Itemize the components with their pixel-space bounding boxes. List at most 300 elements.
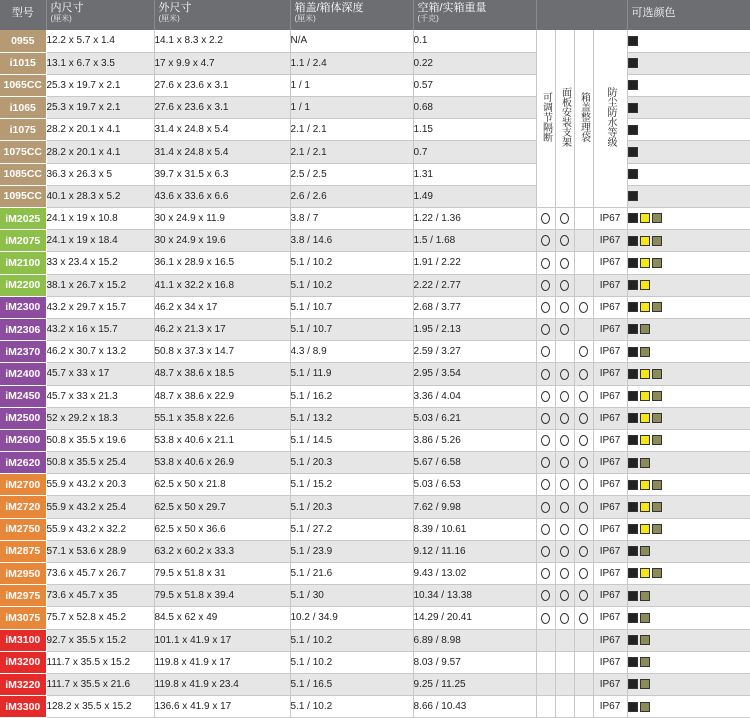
feature-lid-cell — [574, 296, 593, 318]
model-cell: iM2950 — [0, 563, 46, 585]
depth-cell: 5.1 / 21.6 — [290, 563, 413, 585]
outer-size-cell: 27.6 x 23.6 x 3.1 — [154, 74, 290, 96]
circle-icon — [579, 524, 588, 535]
feature-tray-cell — [555, 629, 574, 651]
depth-cell: 5.1 / 30 — [290, 585, 413, 607]
inner-size-cell: 40.1 x 28.3 x 5.2 — [46, 185, 154, 207]
weight-cell: 1.49 — [413, 185, 536, 207]
table-row — [0, 496, 750, 518]
color-swatch-olive — [652, 391, 662, 401]
colors-cell — [627, 585, 750, 607]
circle-icon — [560, 391, 569, 402]
depth-cell: 5.1 / 10.7 — [290, 318, 413, 340]
weight-cell: 1.22 / 1.36 — [413, 208, 536, 230]
feature-tray-cell — [555, 230, 574, 252]
depth-cell: 5.1 / 27.2 — [290, 518, 413, 540]
inner-size-cell: 13.1 x 6.7 x 3.5 — [46, 52, 154, 74]
colors-cell — [627, 296, 750, 318]
color-swatch-yellow — [640, 435, 650, 445]
table-row — [0, 97, 750, 119]
depth-cell: 3.8 / 14.6 — [290, 230, 413, 252]
weight-cell: 0.57 — [413, 74, 536, 96]
color-swatch-black — [628, 36, 638, 46]
color-swatch-black — [628, 413, 638, 423]
depth-cell: 5.1 / 10.2 — [290, 696, 413, 718]
colors-cell — [627, 651, 750, 673]
depth-cell: 4.3 / 8.9 — [290, 341, 413, 363]
ip-rating-cell: IP67 — [593, 318, 627, 340]
circle-icon — [560, 613, 569, 624]
weight-cell: 2.95 / 3.54 — [413, 363, 536, 385]
weight-cell: 0.22 — [413, 52, 536, 74]
feature-lid-cell — [574, 563, 593, 585]
inner-size-cell: 24.1 x 19 x 10.8 — [46, 208, 154, 230]
model-cell: iM2620 — [0, 452, 46, 474]
feature-divider-cell — [536, 563, 555, 585]
feature-tray-cell — [555, 341, 574, 363]
table-row — [0, 185, 750, 207]
depth-cell: 5.1 / 10.2 — [290, 252, 413, 274]
circle-icon — [541, 479, 550, 490]
circle-icon — [541, 369, 550, 380]
circle-icon — [560, 457, 569, 468]
colors-cell — [627, 474, 750, 496]
depth-cell: 5.1 / 10.2 — [290, 629, 413, 651]
table-row — [0, 407, 750, 429]
circle-icon — [541, 613, 550, 624]
inner-size-cell: 55.9 x 43.2 x 20.3 — [46, 474, 154, 496]
color-swatch-olive — [640, 546, 650, 556]
inner-size-cell: 43.2 x 16 x 15.7 — [46, 318, 154, 340]
model-cell: 1065CC — [0, 74, 46, 96]
feature-divider-cell — [536, 518, 555, 540]
inner-size-cell: 25.3 x 19.7 x 2.1 — [46, 97, 154, 119]
colors-cell — [627, 563, 750, 585]
table-row — [0, 585, 750, 607]
feature-tray-cell — [555, 496, 574, 518]
feature-divider-cell — [536, 429, 555, 451]
weight-cell: 3.36 / 4.04 — [413, 385, 536, 407]
model-cell: iM3300 — [0, 696, 46, 718]
feature-divider-cell — [536, 696, 555, 718]
feature-lid-cell — [574, 607, 593, 629]
feature-divider-cell — [536, 496, 555, 518]
colors-cell — [627, 341, 750, 363]
color-swatch-yellow — [640, 280, 650, 290]
color-swatch-olive — [640, 613, 650, 623]
weight-cell: 8.66 / 10.43 — [413, 696, 536, 718]
depth-cell: 3.8 / 7 — [290, 208, 413, 230]
circle-icon — [560, 413, 569, 424]
circle-icon — [560, 524, 569, 535]
inner-size-cell: 36.3 x 26.3 x 5 — [46, 163, 154, 185]
color-swatch-olive — [640, 702, 650, 712]
circle-icon — [560, 435, 569, 446]
feature-tray-cell — [555, 696, 574, 718]
color-swatch-black — [628, 258, 638, 268]
color-swatch-black — [628, 546, 638, 556]
outer-size-cell: 14.1 x 8.3 x 2.2 — [154, 30, 290, 52]
feature-tray-cell — [555, 607, 574, 629]
colors-cell — [627, 696, 750, 718]
outer-size-cell: 36.1 x 28.9 x 16.5 — [154, 252, 290, 274]
table-row — [0, 673, 750, 695]
ip-rating-cell: IP67 — [593, 274, 627, 296]
model-cell: iM2975 — [0, 585, 46, 607]
colors-cell — [627, 208, 750, 230]
circle-icon — [541, 235, 550, 246]
feature-tray-cell — [555, 296, 574, 318]
model-cell: iM3200 — [0, 651, 46, 673]
weight-cell: 5.03 / 6.53 — [413, 474, 536, 496]
inner-size-cell: 46.2 x 30.7 x 13.2 — [46, 341, 154, 363]
feature-label-tray-text: 面板安装支架 — [559, 87, 571, 147]
feature-tray-cell — [555, 252, 574, 274]
colors-cell — [627, 540, 750, 562]
color-swatch-black — [628, 347, 638, 357]
color-swatch-black — [628, 568, 638, 578]
ip-rating-cell: IP67 — [593, 452, 627, 474]
outer-size-cell: 53.8 x 40.6 x 21.1 — [154, 429, 290, 451]
model-cell: iM2300 — [0, 296, 46, 318]
outer-size-cell: 79.5 x 51.8 x 31 — [154, 563, 290, 585]
color-swatch-black — [628, 80, 638, 90]
table-row — [0, 363, 750, 385]
color-swatch-yellow — [640, 524, 650, 534]
color-swatch-olive — [640, 635, 650, 645]
feature-divider-cell — [536, 252, 555, 274]
model-cell: iM2720 — [0, 496, 46, 518]
feature-label-tray — [555, 30, 574, 208]
feature-divider-cell — [536, 274, 555, 296]
color-swatch-black — [628, 613, 638, 623]
weight-cell: 1.15 — [413, 119, 536, 141]
outer-size-cell: 62.5 x 50 x 21.8 — [154, 474, 290, 496]
feature-tray-cell — [555, 563, 574, 585]
color-swatch-yellow — [640, 236, 650, 246]
feature-divider-cell — [536, 341, 555, 363]
depth-cell: 5.1 / 16.2 — [290, 385, 413, 407]
feature-lid-cell — [574, 696, 593, 718]
table-row — [0, 318, 750, 340]
feature-lid-cell — [574, 474, 593, 496]
weight-cell: 8.03 / 9.57 — [413, 651, 536, 673]
inner-size-cell: 50.8 x 35.5 x 19.6 — [46, 429, 154, 451]
colors-cell — [627, 607, 750, 629]
circle-icon — [560, 235, 569, 246]
feature-lid-cell — [574, 274, 593, 296]
model-cell: iM3075 — [0, 607, 46, 629]
table-row — [0, 607, 750, 629]
model-cell: 1075CC — [0, 141, 46, 163]
color-swatch-olive — [640, 458, 650, 468]
depth-cell: 5.1 / 10.2 — [290, 274, 413, 296]
color-swatch-yellow — [640, 369, 650, 379]
feature-tray-cell — [555, 274, 574, 296]
model-cell: i1015 — [0, 52, 46, 74]
circle-icon — [579, 391, 588, 402]
color-swatch-yellow — [640, 568, 650, 578]
feature-label-divider-text: 可调节隔断 — [540, 92, 552, 142]
depth-cell: 2.1 / 2.1 — [290, 119, 413, 141]
circle-icon — [541, 213, 550, 224]
feature-lid-cell — [574, 318, 593, 340]
depth-cell: 5.1 / 20.3 — [290, 496, 413, 518]
ip-rating-cell: IP67 — [593, 341, 627, 363]
header-features — [536, 0, 627, 30]
feature-tray-cell — [555, 651, 574, 673]
circle-icon — [541, 568, 550, 579]
weight-cell: 9.43 / 13.02 — [413, 563, 536, 585]
color-swatch-olive — [640, 657, 650, 667]
circle-icon — [541, 457, 550, 468]
model-cell: 1095CC — [0, 185, 46, 207]
feature-lid-cell — [574, 230, 593, 252]
feature-lid-cell — [574, 673, 593, 695]
table-row — [0, 163, 750, 185]
ip-rating-cell: IP67 — [593, 363, 627, 385]
feature-tray-cell — [555, 385, 574, 407]
outer-size-cell: 79.5 x 51.8 x 39.4 — [154, 585, 290, 607]
inner-size-cell: 43.2 x 29.7 x 15.7 — [46, 296, 154, 318]
model-cell: iM2370 — [0, 341, 46, 363]
inner-size-cell: 25.3 x 19.7 x 2.1 — [46, 74, 154, 96]
colors-cell — [627, 385, 750, 407]
feature-lid-cell — [574, 252, 593, 274]
color-swatch-black — [628, 480, 638, 490]
feature-tray-cell — [555, 452, 574, 474]
table-row — [0, 119, 750, 141]
header-outer: 外尺寸 (厘米) — [154, 0, 290, 30]
weight-cell: 2.59 / 3.27 — [413, 341, 536, 363]
color-swatch-black — [628, 280, 638, 290]
inner-size-cell: 128.2 x 35.5 x 15.2 — [46, 696, 154, 718]
feature-lid-cell — [574, 496, 593, 518]
color-swatch-black — [628, 391, 638, 401]
outer-size-cell: 48.7 x 38.6 x 18.5 — [154, 363, 290, 385]
inner-size-cell: 73.6 x 45.7 x 26.7 — [46, 563, 154, 585]
color-swatch-yellow — [640, 391, 650, 401]
depth-cell: 1 / 1 — [290, 97, 413, 119]
model-cell: 1085CC — [0, 163, 46, 185]
feature-divider-cell — [536, 607, 555, 629]
circle-icon — [541, 280, 550, 291]
table-row — [0, 651, 750, 673]
outer-size-cell: 63.2 x 60.2 x 33.3 — [154, 540, 290, 562]
ip-rating-cell: IP67 — [593, 607, 627, 629]
depth-cell: 5.1 / 10.2 — [290, 651, 413, 673]
depth-cell: 10.2 / 34.9 — [290, 607, 413, 629]
feature-lid-cell — [574, 385, 593, 407]
outer-size-cell: 101.1 x 41.9 x 17 — [154, 629, 290, 651]
header-inner: 内尺寸 (厘米) — [46, 0, 154, 30]
weight-cell: 6.89 / 8.98 — [413, 629, 536, 651]
model-cell: iM3220 — [0, 673, 46, 695]
circle-icon — [560, 590, 569, 601]
color-swatch-black — [628, 103, 638, 113]
feature-lid-cell — [574, 629, 593, 651]
inner-size-cell: 45.7 x 33 x 21.3 — [46, 385, 154, 407]
table-row — [0, 696, 750, 718]
outer-size-cell: 43.6 x 33.6 x 6.6 — [154, 185, 290, 207]
table-row — [0, 274, 750, 296]
table-row — [0, 563, 750, 585]
circle-icon — [541, 502, 550, 513]
circle-icon — [579, 479, 588, 490]
weight-cell: 0.1 — [413, 30, 536, 52]
color-swatch-olive — [652, 258, 662, 268]
color-swatch-black — [628, 213, 638, 223]
feature-tray-cell — [555, 318, 574, 340]
table-row — [0, 385, 750, 407]
table-row — [0, 30, 750, 52]
colors-cell — [627, 274, 750, 296]
ip-rating-cell: IP67 — [593, 696, 627, 718]
outer-size-cell: 48.7 x 38.6 x 22.9 — [154, 385, 290, 407]
ip-rating-cell: IP67 — [593, 629, 627, 651]
color-swatch-yellow — [640, 302, 650, 312]
colors-cell — [627, 496, 750, 518]
color-swatch-olive — [652, 435, 662, 445]
feature-divider-cell — [536, 673, 555, 695]
table-row — [0, 74, 750, 96]
weight-cell: 7.62 / 9.98 — [413, 496, 536, 518]
colors-cell — [627, 119, 750, 141]
table-row — [0, 452, 750, 474]
table-row — [0, 429, 750, 451]
inner-size-cell: 92.7 x 35.5 x 15.2 — [46, 629, 154, 651]
color-swatch-black — [628, 591, 638, 601]
depth-cell: 5.1 / 11.9 — [290, 363, 413, 385]
circle-icon — [579, 568, 588, 579]
feature-lid-cell — [574, 429, 593, 451]
weight-cell: 1.5 / 1.68 — [413, 230, 536, 252]
model-cell: iM2306 — [0, 318, 46, 340]
circle-icon — [541, 413, 550, 424]
color-swatch-olive — [640, 591, 650, 601]
color-swatch-olive — [652, 213, 662, 223]
color-swatch-yellow — [640, 413, 650, 423]
model-cell: iM2400 — [0, 363, 46, 385]
color-swatch-black — [628, 635, 638, 645]
colors-cell — [627, 74, 750, 96]
model-cell: iM2500 — [0, 407, 46, 429]
colors-cell — [627, 30, 750, 52]
inner-size-cell: 111.7 x 35.5 x 21.6 — [46, 673, 154, 695]
color-swatch-black — [628, 524, 638, 534]
model-cell: iM2450 — [0, 385, 46, 407]
circle-icon — [579, 613, 588, 624]
circle-icon — [579, 369, 588, 380]
weight-cell: 10.34 / 13.38 — [413, 585, 536, 607]
feature-divider-cell — [536, 540, 555, 562]
feature-lid-cell — [574, 452, 593, 474]
color-swatch-olive — [640, 679, 650, 689]
model-cell: i1075 — [0, 119, 46, 141]
depth-cell: 2.5 / 2.5 — [290, 163, 413, 185]
ip-rating-cell: IP67 — [593, 496, 627, 518]
feature-divider-cell — [536, 474, 555, 496]
weight-cell: 2.68 / 3.77 — [413, 296, 536, 318]
inner-size-cell: 12.2 x 5.7 x 1.4 — [46, 30, 154, 52]
color-swatch-black — [628, 147, 638, 157]
outer-size-cell: 30 x 24.9 x 19.6 — [154, 230, 290, 252]
feature-divider-cell — [536, 585, 555, 607]
feature-label-lid — [574, 30, 593, 208]
color-swatch-black — [628, 458, 638, 468]
circle-icon — [541, 546, 550, 557]
colors-cell — [627, 163, 750, 185]
model-cell: iM2100 — [0, 252, 46, 274]
ip-rating-cell: IP67 — [593, 252, 627, 274]
feature-tray-cell — [555, 673, 574, 695]
ip-rating-cell: IP67 — [593, 429, 627, 451]
table-row — [0, 341, 750, 363]
feature-label-divider — [536, 30, 555, 208]
weight-cell: 5.67 / 6.58 — [413, 452, 536, 474]
feature-tray-cell — [555, 363, 574, 385]
model-cell: iM2075 — [0, 230, 46, 252]
outer-size-cell: 17 x 9.9 x 4.7 — [154, 52, 290, 74]
ip-rating-cell: IP67 — [593, 518, 627, 540]
colors-cell — [627, 52, 750, 74]
feature-tray-cell — [555, 585, 574, 607]
circle-icon — [541, 435, 550, 446]
color-swatch-olive — [652, 413, 662, 423]
feature-lid-cell — [574, 540, 593, 562]
weight-cell: 14.29 / 20.41 — [413, 607, 536, 629]
table-row — [0, 629, 750, 651]
feature-lid-cell — [574, 407, 593, 429]
colors-cell — [627, 407, 750, 429]
color-swatch-black — [628, 679, 638, 689]
color-swatch-black — [628, 302, 638, 312]
feature-divider-cell — [536, 407, 555, 429]
circle-icon — [579, 590, 588, 601]
inner-size-cell: 28.2 x 20.1 x 4.1 — [46, 119, 154, 141]
color-swatch-black — [628, 324, 638, 334]
color-swatch-black — [628, 702, 638, 712]
colors-cell — [627, 629, 750, 651]
color-swatch-black — [628, 191, 638, 201]
circle-icon — [560, 479, 569, 490]
inner-size-cell: 55.9 x 43.2 x 32.2 — [46, 518, 154, 540]
circle-icon — [560, 369, 569, 380]
inner-size-cell: 45.7 x 33 x 17 — [46, 363, 154, 385]
feature-divider-cell — [536, 363, 555, 385]
outer-size-cell: 119.8 x 41.9 x 17 — [154, 651, 290, 673]
feature-tray-cell — [555, 518, 574, 540]
outer-size-cell: 53.8 x 40.6 x 26.9 — [154, 452, 290, 474]
inner-size-cell: 73.6 x 45.7 x 35 — [46, 585, 154, 607]
model-cell: iM2025 — [0, 208, 46, 230]
model-cell: iM2700 — [0, 474, 46, 496]
feature-divider-cell — [536, 230, 555, 252]
outer-size-cell: 84.5 x 62 x 49 — [154, 607, 290, 629]
depth-cell: 1.1 / 2.4 — [290, 52, 413, 74]
feature-lid-cell — [574, 585, 593, 607]
color-swatch-black — [628, 657, 638, 667]
depth-cell: 5.1 / 14.5 — [290, 429, 413, 451]
header-model: 型号 — [0, 0, 46, 30]
table-row — [0, 296, 750, 318]
ip-rating-cell: IP67 — [593, 296, 627, 318]
model-cell: i1065 — [0, 97, 46, 119]
outer-size-cell: 31.4 x 24.8 x 5.4 — [154, 119, 290, 141]
model-cell: iM2750 — [0, 518, 46, 540]
color-swatch-black — [628, 236, 638, 246]
table-row — [0, 52, 750, 74]
